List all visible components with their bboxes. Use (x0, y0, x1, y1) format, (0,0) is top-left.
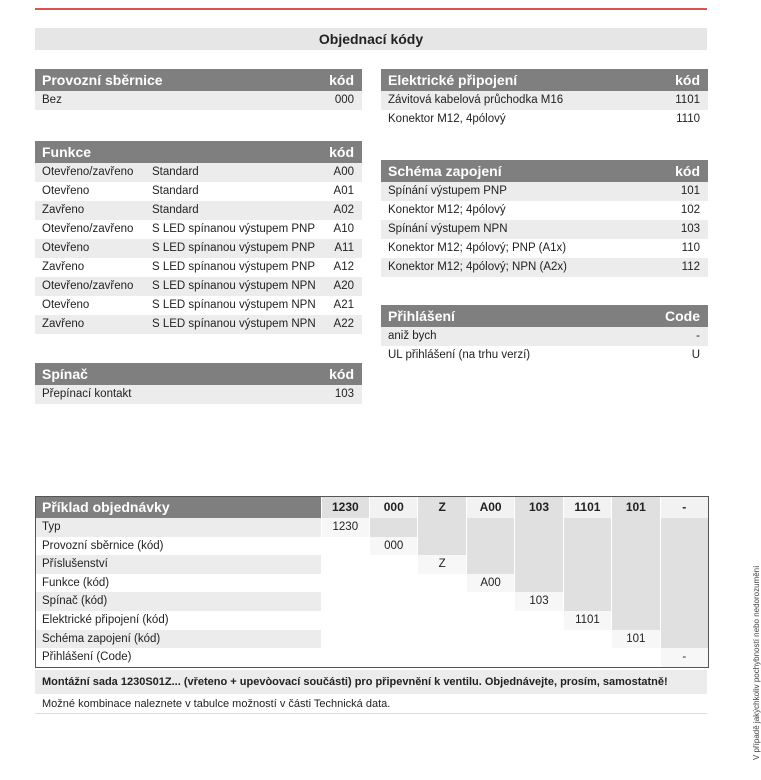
code-cell (466, 648, 514, 667)
code-cell: 1230 (321, 518, 369, 537)
code-cell (611, 518, 659, 537)
code-cell (611, 574, 659, 593)
row-label: Elektrické připojení (kód) (36, 611, 321, 630)
row-code: A02 (333, 204, 354, 216)
header-label: Schéma zapojení (388, 163, 502, 179)
table-row (36, 537, 708, 556)
code-cell: Z (417, 555, 465, 574)
code-cell (563, 648, 611, 667)
table-row (35, 277, 362, 296)
code-cell (660, 611, 708, 630)
code-cell: 103 (514, 497, 562, 518)
table-row (381, 346, 708, 365)
row-code: 103 (680, 223, 700, 235)
row-code: - (696, 330, 700, 342)
row-code: U (691, 349, 700, 361)
row-code: 102 (680, 204, 700, 216)
top-rule (35, 8, 707, 10)
row-code: A22 (333, 318, 354, 330)
row-label: Závitová kabelová průchodka M16 (388, 94, 564, 106)
row-code: A00 (333, 166, 354, 178)
row-label: Otevřeno/zavřeno (42, 223, 134, 235)
row-label: aniž bych (388, 330, 437, 342)
code-cell (321, 630, 369, 649)
table-row (36, 630, 708, 649)
row-label: UL přihlášení (na trhu verzí) (388, 349, 531, 361)
code-cell (369, 555, 417, 574)
code-cell (466, 592, 514, 611)
code-cell (514, 537, 562, 556)
row-label: Konektor M12, 4pólový (388, 113, 506, 125)
header-label: Příklad objednávky (36, 497, 321, 518)
code-cell (417, 592, 465, 611)
row-label: Otevřeno (42, 299, 90, 311)
row-label: Otevřeno (42, 242, 90, 254)
code-cell: A00 (466, 574, 514, 593)
row-code: 1110 (676, 113, 700, 125)
table-row (381, 110, 708, 129)
code-cell (417, 611, 465, 630)
table-header (35, 69, 362, 91)
table-row (381, 91, 708, 110)
code-cell (466, 555, 514, 574)
code-cell (466, 518, 514, 537)
row-code: A01 (333, 185, 354, 197)
code-cell (417, 574, 465, 593)
code-cell: 1101 (563, 497, 611, 518)
code-cell (514, 648, 562, 667)
row-label: Provozní sběrnice (kód) (36, 537, 321, 556)
code-cell (417, 537, 465, 556)
table-row (35, 163, 362, 182)
row-code: 1101 (675, 94, 700, 106)
code-cell (611, 648, 659, 667)
table-row (381, 258, 708, 277)
table-row (36, 592, 708, 611)
table-electrical (381, 69, 708, 129)
table-header (381, 305, 708, 327)
header-code: kód (329, 72, 354, 88)
table-row (35, 91, 362, 110)
code-cell: 1101 (563, 611, 611, 630)
table-row (36, 648, 708, 667)
table-row (35, 239, 362, 258)
table-row (381, 239, 708, 258)
code-cell (660, 630, 708, 649)
row-type: Standard (152, 204, 199, 216)
row-code: A20 (333, 280, 354, 292)
code-cell (369, 574, 417, 593)
row-code: 112 (681, 261, 700, 273)
row-type: S LED spínanou výstupem PNP (152, 223, 315, 235)
header-code: kód (675, 163, 700, 179)
table-row (36, 574, 708, 593)
table-row (36, 555, 708, 574)
code-cell (369, 611, 417, 630)
code-cell (514, 574, 562, 593)
side-note-text: V případě jakýchkoliv pochybností nebo nedorozumění (752, 565, 761, 760)
code-cell: 101 (611, 497, 659, 518)
header-label: Přihlášení (388, 308, 455, 324)
code-cell: Z (417, 497, 465, 518)
table-header (36, 497, 708, 518)
table-row (381, 220, 708, 239)
code-cell: 103 (514, 592, 562, 611)
row-code: 110 (681, 242, 700, 254)
code-cell (660, 537, 708, 556)
row-label: Otevřeno (42, 185, 90, 197)
code-cell: - (660, 648, 708, 667)
row-code: A10 (333, 223, 354, 235)
order-example-table (35, 496, 709, 668)
row-label: Konektor M12; 4pólový; PNP (A1x) (388, 242, 567, 254)
header-label: Spínač (42, 366, 88, 382)
row-label: Zavřeno (42, 261, 85, 273)
code-cell (563, 574, 611, 593)
code-cell (321, 611, 369, 630)
table-row (381, 182, 708, 201)
table-row (36, 611, 708, 630)
code-cell (660, 592, 708, 611)
row-label: Spínání výstupem PNP (388, 185, 507, 197)
row-label: Spínání výstupem NPN (388, 223, 508, 235)
code-cell: 1230 (321, 497, 369, 518)
code-cell: - (660, 497, 708, 518)
row-code: A21 (333, 299, 354, 311)
table-switch (35, 363, 362, 404)
row-label: Zavřeno (42, 318, 85, 330)
code-cell (514, 518, 562, 537)
row-label: Bez (42, 94, 62, 106)
code-cell (417, 648, 465, 667)
row-code: A12 (333, 261, 354, 273)
row-type: Standard (152, 185, 199, 197)
row-type: S LED spínanou výstupem NPN (152, 318, 316, 330)
row-label: Otevřeno/zavřeno (42, 166, 134, 178)
code-cell (514, 611, 562, 630)
code-cell (369, 518, 417, 537)
code-cell (611, 611, 659, 630)
code-cell (514, 630, 562, 649)
table-header (35, 363, 362, 385)
table-header (381, 69, 708, 91)
code-cell (563, 518, 611, 537)
table-row (381, 327, 708, 346)
table-header (35, 141, 362, 163)
table-row (35, 258, 362, 277)
code-cell (611, 537, 659, 556)
header-code: kód (675, 72, 700, 88)
code-cell: A00 (466, 497, 514, 518)
row-type: S LED spínanou výstupem NPN (152, 299, 316, 311)
header-code: kód (329, 366, 354, 382)
row-label: Zavřeno (42, 204, 85, 216)
code-cell (466, 630, 514, 649)
table-row (35, 182, 362, 201)
row-label: Konektor M12; 4pólový; NPN (A2x) (388, 261, 567, 273)
header-code: Code (665, 308, 700, 324)
code-cell (514, 555, 562, 574)
row-label: Konektor M12; 4pólový (388, 204, 506, 216)
code-cell: 000 (369, 497, 417, 518)
row-label: Schéma zapojení (kód) (36, 630, 321, 649)
row-label: Funkce (kód) (36, 574, 321, 593)
table-bus (35, 69, 362, 110)
code-cell (321, 648, 369, 667)
table-approval (381, 305, 708, 365)
code-cell (417, 518, 465, 537)
row-code: 103 (334, 388, 354, 400)
code-cell (417, 630, 465, 649)
code-cell (563, 555, 611, 574)
code-cell (321, 592, 369, 611)
code-cell (321, 574, 369, 593)
page-title: Objednací kódy (35, 28, 707, 50)
code-cell (611, 592, 659, 611)
code-cell (466, 611, 514, 630)
row-label: Typ (36, 518, 321, 537)
row-type: S LED spínanou výstupem PNP (152, 261, 315, 273)
row-label: Přepínací kontakt (42, 388, 132, 400)
combinations-note: Možné kombinace naleznete v tabulce možností v části Technická data. (35, 694, 707, 714)
code-cell (660, 518, 708, 537)
code-cell: 101 (611, 630, 659, 649)
side-note (740, 420, 760, 760)
table-row (35, 220, 362, 239)
row-type: S LED spínanou výstupem PNP (152, 242, 315, 254)
code-cell (369, 648, 417, 667)
row-label: Přihlášení (Code) (36, 648, 321, 667)
row-label: Příslušenství (36, 555, 321, 574)
table-row (381, 201, 708, 220)
table-row (36, 518, 708, 537)
table-row (35, 385, 362, 404)
row-label: Spínač (kód) (36, 592, 321, 611)
row-code: 101 (680, 185, 700, 197)
table-function (35, 141, 362, 334)
code-cell (611, 555, 659, 574)
row-code: 000 (334, 94, 354, 106)
mounting-kit-note: Montážní sada 1230S01Z... (vřeteno + upevòovací součásti) pro připevnění k ventilu. Objednávejte, prosím, samostatně! (35, 670, 707, 694)
code-cell (563, 537, 611, 556)
table-header (381, 160, 708, 182)
code-cell (321, 537, 369, 556)
row-type: S LED spínanou výstupem NPN (152, 280, 316, 292)
code-cell (466, 537, 514, 556)
code-cell (321, 555, 369, 574)
code-cell (660, 555, 708, 574)
table-row (35, 296, 362, 315)
header-label: Elektrické připojení (388, 72, 518, 88)
header-code: kód (329, 144, 354, 160)
header-label: Funkce (42, 144, 92, 160)
table-row (35, 201, 362, 220)
row-type: Standard (152, 166, 199, 178)
table-wiring (381, 160, 708, 277)
code-cell (563, 630, 611, 649)
code-cell (369, 630, 417, 649)
code-cell (563, 592, 611, 611)
row-label: Otevřeno/zavřeno (42, 280, 134, 292)
row-code: A11 (334, 242, 354, 254)
table-row (35, 315, 362, 334)
header-label: Provozní sběrnice (42, 72, 163, 88)
code-cell (660, 574, 708, 593)
code-cell: 000 (369, 537, 417, 556)
code-cell (369, 592, 417, 611)
